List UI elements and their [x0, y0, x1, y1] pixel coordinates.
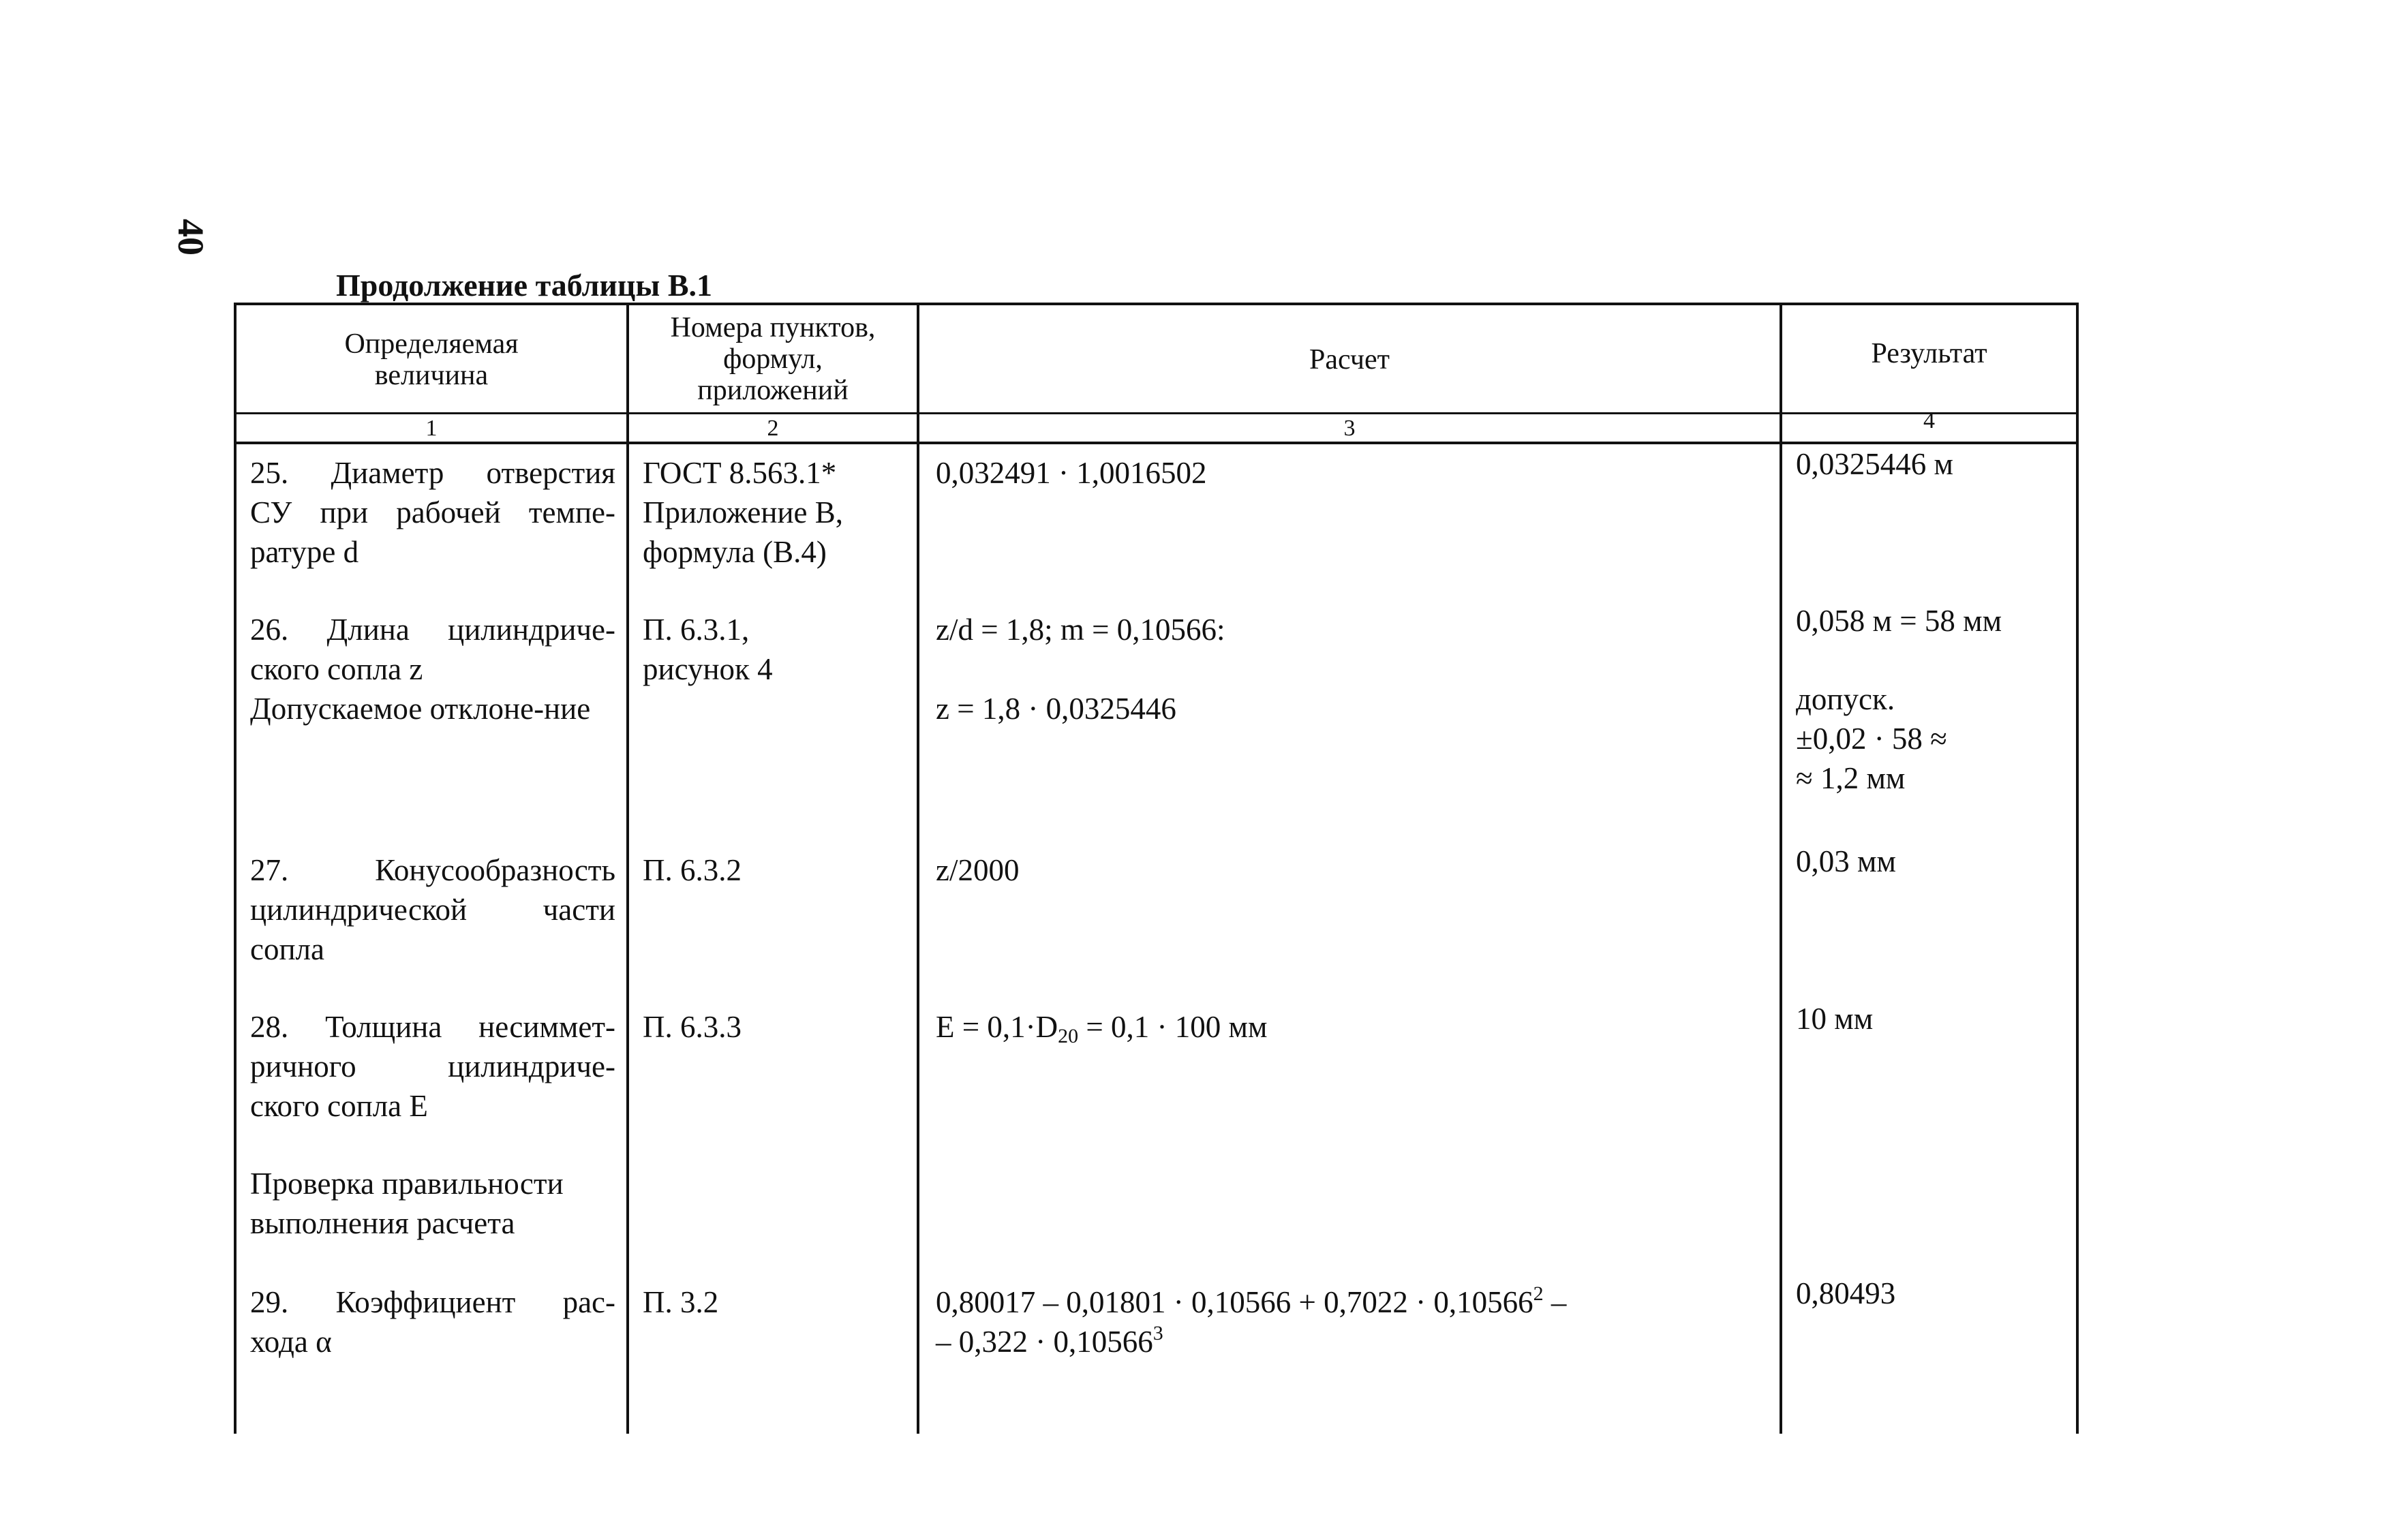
tolerance-label-cell: Допускаемое отклоне-ние [250, 692, 591, 726]
calc-cell-2: z = 1,8 · 0,0325446 [936, 692, 1176, 726]
tolerance-cell: допуск. ±0,02 · 58 ≈ ≈ 1,2 мм [1796, 682, 1947, 795]
column-number-4: 4 [1923, 408, 1935, 433]
page-number: 40 [170, 219, 211, 256]
column-border-3 [1780, 303, 1782, 1434]
refs-cell: П. 6.3.3 [643, 1010, 742, 1044]
column-number-1: 1 [425, 416, 438, 441]
section-heading: Проверка правильности выполнения расчета [250, 1167, 564, 1240]
quantity-cell: 29. Коэффициент рас- хода α [250, 1285, 615, 1359]
column-number-3: 3 [1343, 416, 1356, 441]
refs-cell: П. 6.3.1, рисунок 4 [643, 613, 773, 686]
table-top-border [234, 303, 2079, 305]
quantity-cell: 26. Длина цилиндриче- ского сопла z [250, 613, 615, 686]
calc-cell: 0,032491 · 1,0016502 [936, 456, 1207, 490]
refs-cell: П. 3.2 [643, 1285, 719, 1319]
header-calc: Расчет [1309, 344, 1390, 375]
column-border-left [234, 303, 236, 1434]
calc-cell: $E = 0,1\cdot D_{20} = 0,1 \cdot 100$ мм [936, 1010, 1268, 1047]
quantity-cell: 25. Диаметр отверстия СУ при рабочей темпе- ратуре d [250, 456, 615, 569]
header-refs: Номера пунктов, формул, приложений [670, 312, 876, 406]
column-border-1 [626, 303, 629, 1434]
column-border-2 [917, 303, 919, 1434]
calc-cell: z/d = 1,8; m = 0,10566: [936, 613, 1225, 647]
refs-cell: ГОСТ 8.563.1* Приложение В, формула (В.4) [643, 456, 844, 569]
column-border-right [2076, 303, 2079, 1434]
table-title: Продолжение таблицы В.1 [336, 268, 713, 303]
header-quantity: Определяемая величина [344, 328, 519, 391]
refs-cell: П. 6.3.2 [643, 853, 742, 887]
quantity-cell: 27. Конусообразность цилиндрической части сопла [250, 853, 615, 966]
result-cell: 10 мм [1796, 1002, 1874, 1036]
column-number-2: 2 [767, 416, 779, 441]
result-cell: 0,058 м = 58 мм [1796, 604, 2002, 638]
quantity-cell: 28. Толщина несиммет- ричного цилиндриче- ского сопла E [250, 1010, 615, 1123]
result-cell: 0,80493 [1796, 1276, 1896, 1310]
calc-cell: z/2000 [936, 853, 1020, 887]
result-cell: 0,0325446 м [1796, 447, 1953, 481]
header-result: Результат [1871, 338, 1987, 369]
calc-cell: $0,80017 - 0,01801 \cdot 0,10566 + 0,7022 \cdot 0,10566^2$ – – $0,322 \cdot 0,10566^3$ [936, 1282, 1567, 1359]
result-cell: 0,03 мм [1796, 844, 1896, 878]
